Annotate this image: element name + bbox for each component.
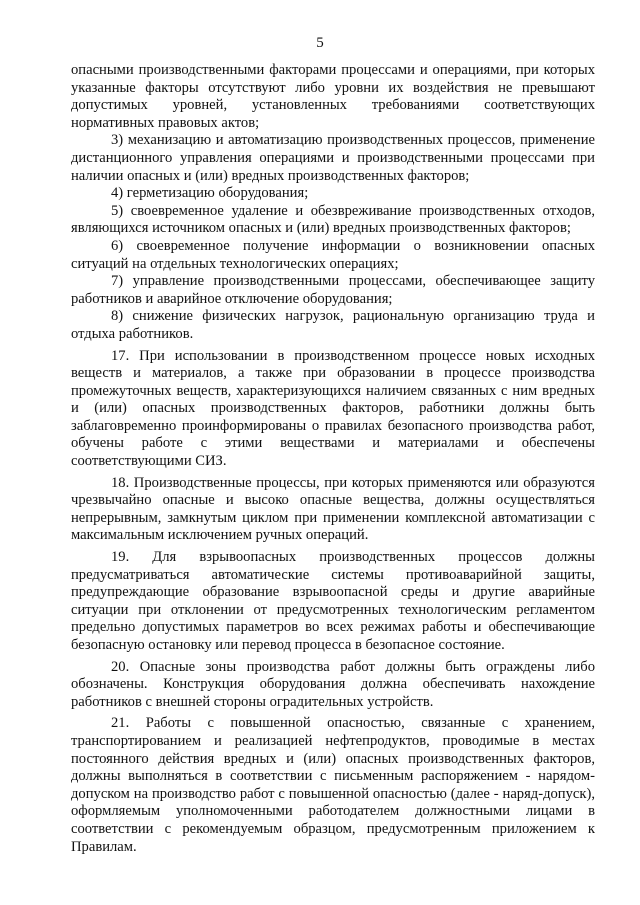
list-item-8: 8) снижение физических нагрузок, рациональную организацию труда и отдыха работников. xyxy=(71,308,595,342)
document-body xyxy=(71,62,595,856)
clause-17: 17. При использовании в производственном процессе новых исходных веществ и материалов, а также при образовании в процессе производства промежуточных веществ, характеризующихся наличием связанных с ним вредных и (или) опасных производственных факторов, работники должны быть заблаговременно проинформированы о правилах безопасного производства работ, обучены работе с этими веществами и материалами и обеспечены соответствующими СИЗ. xyxy=(71,347,595,470)
clause-18: 18. Производственные процессы, при которых применяются или образуются чрезвычайно опасные и высоко опасные вещества, должны осуществляться непрерывным, замкнутым циклом при применении комплексной автоматизации с максимальным исключением ручных операций. xyxy=(71,474,595,544)
list-item-5: 5) своевременное удаление и обезвреживание производственных отходов, являющихся источником опасных и (или) вредных производственных факторов; xyxy=(71,202,595,237)
list-item-6: 6) своевременное получение информации о возникновении опасных ситуаций на отдельных технологических операциях; xyxy=(71,237,595,272)
list-item-7: 7) управление производственными процессами, обеспечивающее защиту работников и аварийное отключение оборудования; xyxy=(71,273,595,307)
page-number: 5 xyxy=(316,35,324,51)
clause-19: 19. Для взрывоопасных производственных процессов должны предусматриваться автоматические системы противоаварийной защиты, предупреждающие образование взрывоопасной среды и другие аварийные ситуации при отклонении от предусмотренных технологическим регламентом предельно допустимых параметров во всех режимах работы и обеспечивающие безопасную остановку или перевод процесса в безопасное состояние. xyxy=(71,549,595,653)
list-item-3: 3) механизацию и автоматизацию производственных процессов, применение дистанционного управления операциями и производственными процессами при наличии опасных и (или) вредных производственных факторов; xyxy=(71,132,595,184)
list-item-4: 4) герметизацию оборудования; xyxy=(111,185,309,202)
clause-21: 21. Работы с повышенной опасностью, связанные с хранением, транспортированием и реализацией нефтепродуктов, проводимые в местах постоянного действия вредных и (или) опасных производственных факторов, должны выполняться в соответствии с письменным распоряжением - нарядом-допуском на производство работ с повышенной опасностью (далее - наряд-допуск), оформляемым уполномоченными работодателем должностными лицами в соответствии с рекомендуемым образцом, предусмотренным приложением к Правилам. xyxy=(71,715,595,855)
paragraph-continuation: опасными производственными факторами процессами и операциями, при которых указанные факторы отсутствуют либо уровни их воздействия не превышают допустимых уровней, установленных требованиями соответствующих нормативных правовых актов; xyxy=(71,62,595,131)
clause-20: 20. Опасные зоны производства работ должны быть ограждены либо обозначены. Конструкция оборудования должна обеспечивать нахождение работников с внешней стороны оградительных устройств. xyxy=(71,658,595,710)
